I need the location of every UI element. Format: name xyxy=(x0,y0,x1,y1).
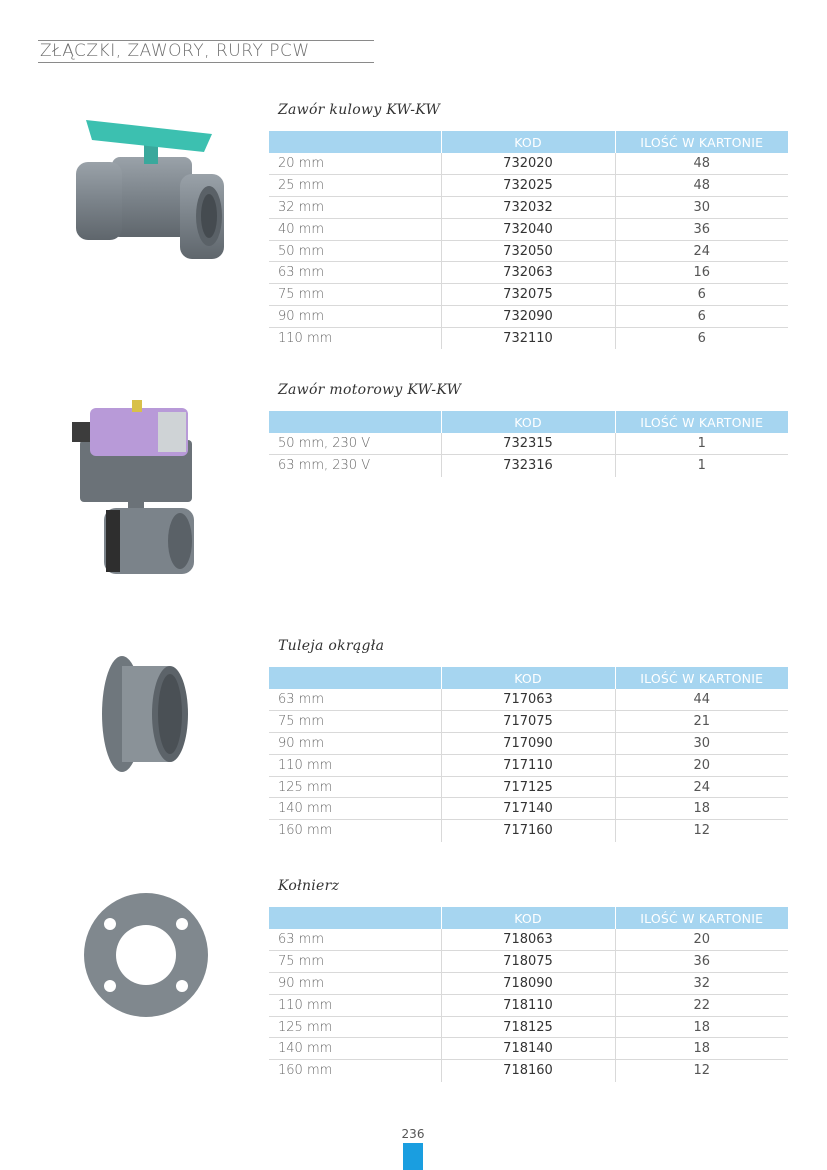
cell-qty: 18 xyxy=(615,798,788,820)
cell-size: 32 mm xyxy=(269,197,441,219)
table-row xyxy=(269,1038,788,1060)
cell-size: 50 mm xyxy=(269,240,441,262)
cell-qty: 30 xyxy=(615,733,788,755)
cell-qty: 48 xyxy=(615,153,788,175)
table-row xyxy=(269,240,788,262)
cell-size: 90 mm xyxy=(269,733,441,755)
table-row xyxy=(269,754,788,776)
table-row xyxy=(269,798,788,820)
column-header-size xyxy=(269,907,441,929)
cell-qty: 18 xyxy=(615,1016,788,1038)
cell-code: 717160 xyxy=(441,820,615,842)
motorized-valve-icon xyxy=(70,398,200,586)
column-header-qty: ILOŚĆ W KARTONIE xyxy=(615,411,788,433)
cell-code: 717125 xyxy=(441,776,615,798)
cell-code: 717110 xyxy=(441,754,615,776)
round-sleeve-table xyxy=(269,667,788,842)
cell-code: 718063 xyxy=(441,929,615,951)
cell-code: 732050 xyxy=(441,240,615,262)
cell-size: 160 mm xyxy=(269,820,441,842)
cell-qty: 6 xyxy=(615,284,788,306)
cell-size: 140 mm xyxy=(269,798,441,820)
cell-qty: 36 xyxy=(615,951,788,973)
cell-qty: 24 xyxy=(615,240,788,262)
section-title-ball-valve: Zawór kulowy KW-KW xyxy=(278,102,441,118)
table-row xyxy=(269,153,788,175)
cell-code: 732063 xyxy=(441,262,615,284)
cell-size: 160 mm xyxy=(269,1060,441,1082)
page-tab-marker xyxy=(403,1143,423,1170)
table-row xyxy=(269,306,788,328)
cell-size: 63 mm xyxy=(269,689,441,711)
header-rule-bottom xyxy=(38,62,374,63)
column-header-size xyxy=(269,131,441,153)
column-header-qty: ILOŚĆ W KARTONIE xyxy=(615,907,788,929)
table-row xyxy=(269,733,788,755)
cell-size: 40 mm xyxy=(269,218,441,240)
cell-qty: 22 xyxy=(615,994,788,1016)
table-row xyxy=(269,262,788,284)
cell-size: 75 mm xyxy=(269,284,441,306)
column-header-code: KOD xyxy=(441,411,615,433)
cell-qty: 1 xyxy=(615,433,788,455)
table-row xyxy=(269,973,788,995)
column-header-size xyxy=(269,411,441,433)
cell-code: 732090 xyxy=(441,306,615,328)
cell-qty: 18 xyxy=(615,1038,788,1060)
cell-code: 718090 xyxy=(441,973,615,995)
cell-code: 732316 xyxy=(441,455,615,477)
cell-qty: 20 xyxy=(615,754,788,776)
cell-code: 732040 xyxy=(441,218,615,240)
flange-icon xyxy=(82,890,210,1020)
cell-qty: 20 xyxy=(615,929,788,951)
table-row xyxy=(269,929,788,951)
table-row xyxy=(269,994,788,1016)
section-title-round-sleeve: Tuleja okrągła xyxy=(278,638,385,654)
cell-qty: 12 xyxy=(693,1063,711,1079)
column-header-qty: ILOŚĆ W KARTONIE xyxy=(615,131,788,153)
section-title-flange: Kołnierz xyxy=(278,878,340,894)
cell-size: 110 mm xyxy=(269,994,441,1016)
page-header-title: ZŁĄCZKI, ZAWORY, RURY PCW xyxy=(40,41,310,61)
table-row xyxy=(269,175,788,197)
cell-size: 63 mm xyxy=(269,262,441,284)
cell-qty: 12 xyxy=(693,823,711,839)
cell-size: 110 mm xyxy=(269,754,441,776)
cell-qty: 48 xyxy=(615,175,788,197)
column-header-code: KOD xyxy=(441,907,615,929)
cell-qty: 21 xyxy=(615,711,788,733)
cell-size: 63 mm, 230 V xyxy=(269,455,441,477)
table-row xyxy=(269,197,788,219)
table-row xyxy=(269,689,788,711)
cell-qty: 6 xyxy=(615,306,788,328)
cell-code: 718125 xyxy=(441,1016,615,1038)
cell-size: 90 mm xyxy=(269,973,441,995)
cell-code: 732032 xyxy=(441,197,615,219)
table-row xyxy=(269,1060,788,1082)
table-row xyxy=(269,455,788,477)
column-header-size xyxy=(269,667,441,689)
table-row xyxy=(269,327,788,349)
cell-qty: 16 xyxy=(615,262,788,284)
cell-size: 50 mm, 230 V xyxy=(269,433,441,455)
ball-valve-table xyxy=(269,131,788,349)
table-row xyxy=(269,433,788,455)
table-row xyxy=(269,820,788,842)
cell-size: 125 mm xyxy=(269,1016,441,1038)
cell-qty: 30 xyxy=(615,197,788,219)
table-row xyxy=(269,218,788,240)
column-header-code: KOD xyxy=(441,667,615,689)
cell-code: 732020 xyxy=(441,153,615,175)
cell-size: 75 mm xyxy=(269,951,441,973)
cell-code: 717075 xyxy=(441,711,615,733)
cell-qty: 1 xyxy=(697,458,706,474)
cell-code: 732110 xyxy=(441,327,615,349)
cell-qty: 36 xyxy=(615,218,788,240)
round-sleeve-icon xyxy=(100,652,195,777)
cell-code: 732075 xyxy=(441,284,615,306)
cell-code: 718110 xyxy=(441,994,615,1016)
cell-qty: 32 xyxy=(615,973,788,995)
cell-size: 25 mm xyxy=(269,175,441,197)
cell-code: 717063 xyxy=(441,689,615,711)
table-row xyxy=(269,711,788,733)
table-row xyxy=(269,284,788,306)
cell-code: 717140 xyxy=(441,798,615,820)
page-number: 236 xyxy=(401,1127,425,1141)
column-header-code: KOD xyxy=(441,131,615,153)
cell-size: 75 mm xyxy=(269,711,441,733)
cell-size: 110 mm xyxy=(269,327,441,349)
ball-valve-icon xyxy=(72,112,227,262)
cell-code: 718160 xyxy=(441,1060,615,1082)
cell-code: 718140 xyxy=(441,1038,615,1060)
cell-code: 732315 xyxy=(441,433,615,455)
table-row xyxy=(269,951,788,973)
cell-size: 90 mm xyxy=(269,306,441,328)
cell-size: 20 mm xyxy=(269,153,441,175)
cell-qty: 6 xyxy=(697,331,706,347)
cell-size: 63 mm xyxy=(269,929,441,951)
cell-qty: 24 xyxy=(615,776,788,798)
motorized-valve-table xyxy=(269,411,788,477)
column-header-qty: ILOŚĆ W KARTONIE xyxy=(615,667,788,689)
cell-code: 732025 xyxy=(441,175,615,197)
cell-qty: 44 xyxy=(615,689,788,711)
cell-size: 125 mm xyxy=(269,776,441,798)
table-row xyxy=(269,776,788,798)
cell-size: 140 mm xyxy=(269,1038,441,1060)
cell-code: 718075 xyxy=(441,951,615,973)
cell-code: 717090 xyxy=(441,733,615,755)
flange-table xyxy=(269,907,788,1082)
section-title-motorized-valve: Zawór motorowy KW-KW xyxy=(278,382,462,398)
table-row xyxy=(269,1016,788,1038)
